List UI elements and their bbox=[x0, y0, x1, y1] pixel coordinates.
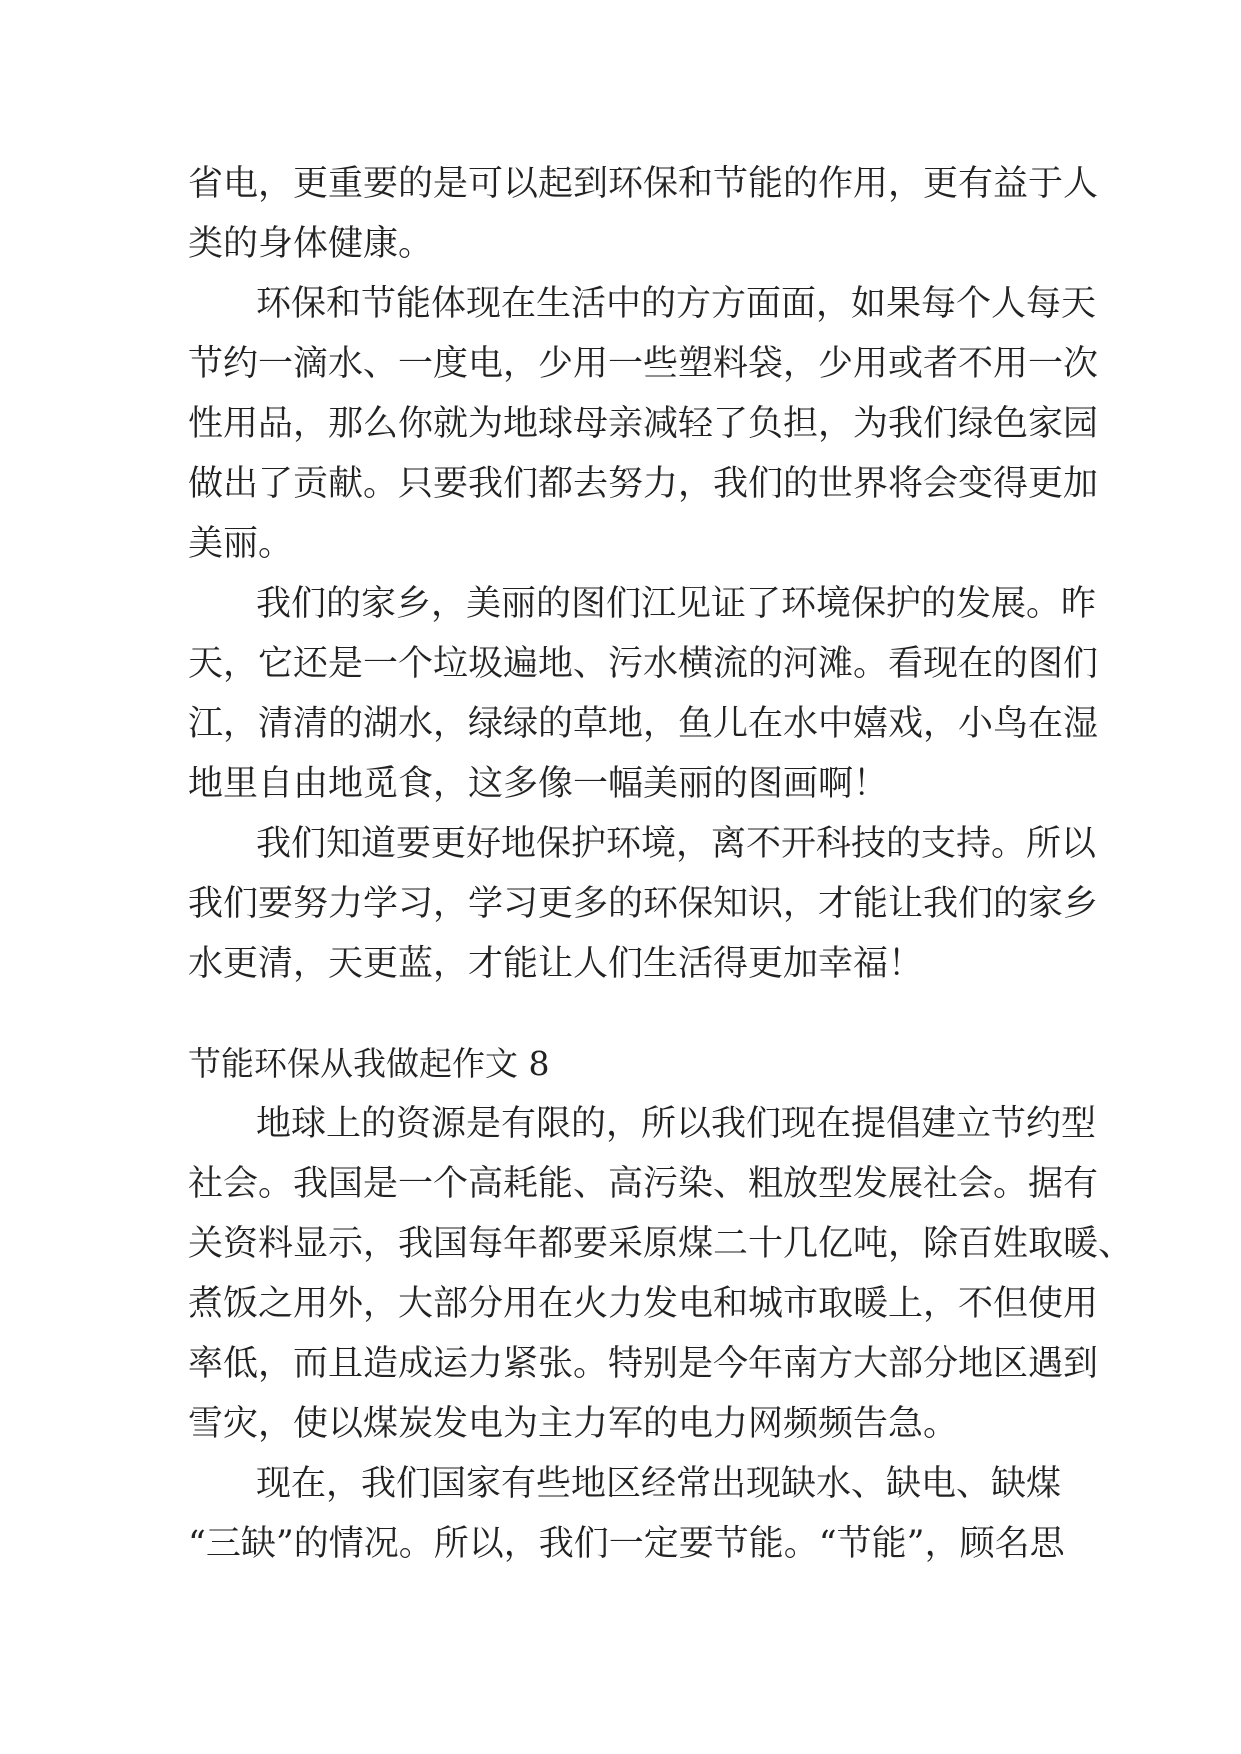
paragraph-line: 省电，更重要的是可以起到环保和节能的作用，更有益于人 bbox=[188, 164, 1099, 204]
paragraph-line: 地球上的资源是有限的，所以我们现在提倡建立节约型 bbox=[256, 1104, 1097, 1144]
paragraph-line: 地里自由地觅食，这多像一幅美丽的图画啊！ bbox=[188, 764, 889, 804]
paragraph-line: 我们的家乡，美丽的图们江见证了环境保护的发展。昨 bbox=[256, 584, 1097, 624]
paragraph-line: 天，它还是一个垃圾遍地、污水横流的河滩。看现在的图们 bbox=[188, 644, 1099, 684]
paragraph-line: 环保和节能体现在生活中的方方面面，如果每个人每天 bbox=[256, 284, 1097, 324]
paragraph-line: “三缺”的情况。所以，我们一定要节能。“节能”，顾名思 bbox=[188, 1524, 1065, 1564]
paragraph-line: 我们知道要更好地保护环境，离不开科技的支持。所以 bbox=[256, 824, 1097, 864]
paragraph-line: 节约一滴水、一度电，少用一些塑料袋，少用或者不用一次 bbox=[188, 344, 1099, 384]
paragraph-line: 率低，而且造成运力紧张。特别是今年南方大部分地区遇到 bbox=[188, 1344, 1099, 1384]
paragraph-line: 江，清清的湖水，绿绿的草地，鱼儿在水中嬉戏，小鸟在湿 bbox=[188, 704, 1099, 744]
section-heading: 节能环保从我做起作文 8 bbox=[188, 1044, 550, 1083]
paragraph-line: 类的身体健康。 bbox=[188, 224, 434, 264]
paragraph-line: 雪灾，使以煤炭发电为主力军的电力网频频告急。 bbox=[188, 1404, 959, 1444]
paragraph-line: 关资料显示，我国每年都要采原煤二十几亿吨，除百姓取暖、 bbox=[188, 1224, 1134, 1264]
paragraph-line: 现在，我们国家有些地区经常出现缺水、缺电、缺煤 bbox=[256, 1464, 1062, 1504]
paragraph-line: 我们要努力学习，学习更多的环保知识，才能让我们的家乡 bbox=[188, 884, 1099, 924]
paragraph-line: 美丽。 bbox=[188, 524, 294, 564]
paragraph-line: 煮饭之用外，大部分用在火力发电和城市取暖上，不但使用 bbox=[188, 1284, 1099, 1324]
paragraph-line: 做出了贡献。只要我们都去努力，我们的世界将会变得更加 bbox=[188, 464, 1099, 504]
paragraph-line: 性用品，那么你就为地球母亲减轻了负担，为我们绿色家园 bbox=[188, 404, 1099, 444]
paragraph-line: 水更清，天更蓝，才能让人们生活得更加幸福！ bbox=[188, 944, 924, 984]
paragraph-line: 社会。我国是一个高耗能、高污染、粗放型发展社会。据有 bbox=[188, 1164, 1099, 1204]
